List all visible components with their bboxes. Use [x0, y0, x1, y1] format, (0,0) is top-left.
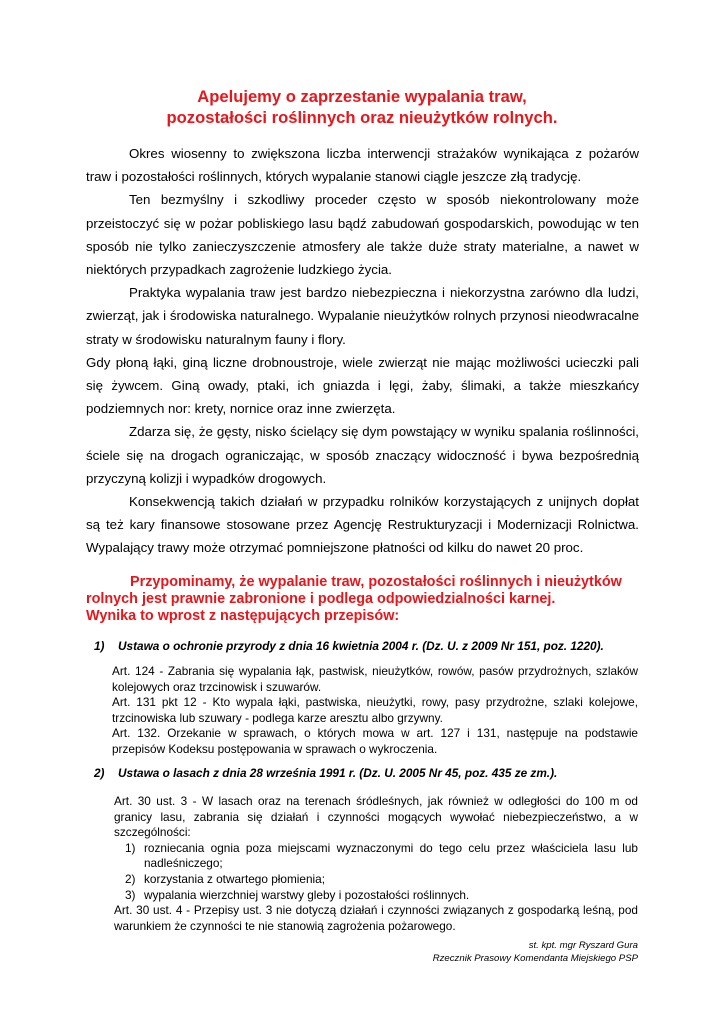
law-2-item-2-number: 2)	[125, 871, 136, 886]
reminder-line-3: Wynika to wprost z następujących przepisów:	[86, 608, 400, 624]
paragraph-4: Gdy płoną łąki, giną liczne drobnoustroje, wiele zwierząt nie mając możliwości ucieczki pali się żywcem. Giną owady, ptaki, ich gniazda i lęgi, żaby, ślimaki, a także mieszkańcy podziemnych nor: krety, nornice oraz inne zwierzęta.	[86, 354, 639, 417]
law-2-item-2-text: korzystania z otwartego płomienia;	[144, 871, 325, 886]
law-1-heading	[94, 639, 604, 653]
law-1-articles	[112, 664, 638, 758]
law-1-article-1: Art. 124 - Zabrania się wypalania łąk, pastwisk, nieużytków, rowów, pasów przydrożnych, szlaków kolejowych oraz trzcinowisk i szuwarów.	[112, 664, 638, 694]
law-1-article-2: Art. 131 pkt 12 - Kto wypala łąki, pastwiska, nieużytki, rowy, pasy przydrożne, szlaki kolejowe, trzcinowiska lub szuwary - podlega karze aresztu albo grzywny.	[112, 695, 638, 725]
document-title	[86, 86, 638, 128]
law-1-number: 1)	[94, 639, 105, 653]
law-2-intro: Art. 30 ust. 3 - W lasach oraz na terenach śródleśnych, jak również w odległości do 100 m od granicy lasu, zabrania się działań i czynności mogących wywołać niebezpieczeństwo, a w szczególności:	[114, 794, 638, 840]
paragraph-3: Praktyka wypalania traw jest bardzo niebezpieczna i niekorzystna zarówno dla ludzi, zwierząt, jak i środowiska naturalnego. Wypalanie nieużytków rolnych przynosi nieodwracalne straty w środowisku naturalnym fauny i flory.	[86, 285, 639, 347]
signature-role: Rzecznik Prasowy Komendanta Miejskiego PSP	[432, 952, 638, 964]
law-2-number: 2)	[94, 766, 105, 780]
body-text	[86, 142, 639, 560]
reminder-line-1: Przypominamy, że wypalanie traw, pozostałości roślinnych i nieużytków	[130, 574, 622, 590]
law-2-title: Ustawa o lasach z dnia 28 września 1991 r. (Dz. U. 2005 Nr 45, poz. 435 ze zm.).	[118, 766, 558, 780]
law-2-heading	[94, 766, 557, 780]
paragraph-6: Konsekwencją takich działań w przypadku rolników korzystających z unijnych dopłat są też kary finansowe stosowane przez Agencję Restrukturyzacji i Modernizacji Rolnictwa. Wypalający trawy może otrzymać pomniejszone płatności od kilku do nawet 20 proc.	[86, 494, 639, 556]
law-2-item-1	[114, 841, 638, 872]
law-2-item-3-text: wypalania wierzchniej warstwy gleby i pozostałości roślinnych.	[144, 887, 470, 902]
paragraph-2: Ten bezmyślny i szkodliwy proceder często w sposób niekontrolowany może przeistoczyć się w pożar pobliskiego lasu bądź zabudowań gospodarskich, powodując w ten sposób nie tylko zanieczyszczenie atmosfery ale także duże straty materialne, a nawet w niektórych przypadkach zagrożenie ludzkiego życia.	[86, 192, 639, 278]
law-1-article-3: Art. 132. Orzekanie w sprawach, o których mowa w art. 127 i 131, następuje na podstawie przepisów Kodeksu postępowania w sprawach o wykroczenia.	[112, 726, 638, 756]
law-1-title: Ustawa o ochronie przyrody z dnia 16 kwietnia 2004 r. (Dz. U. z 2009 Nr 151, poz. 1220).	[118, 639, 604, 653]
law-2-item-1-text: rozniecania ognia poza miejscami wyznaczonymi do tego celu przez właściciela lasu lub nadleśniczego;	[144, 840, 638, 871]
law-2-articles	[114, 794, 638, 934]
law-2-item-1-number: 1)	[125, 840, 136, 855]
signature	[433, 940, 638, 965]
law-2-item-3-number: 3)	[125, 887, 136, 902]
title-line-1: Apelujemy o zaprzestanie wypalania traw,	[197, 87, 527, 106]
law-2-outro: Art. 30 ust. 4 - Przepisy ust. 3 nie dotyczą działań i czynności związanych z gospodarką leśną, pod warunkiem że czynności te nie stanowią zagrożenia pożarowego.	[114, 903, 638, 933]
law-2-item-2	[114, 872, 638, 888]
signature-name: st. kpt. mgr Ryszard Gura	[528, 940, 638, 951]
law-2-item-3	[114, 888, 638, 904]
paragraph-1: Okres wiosenny to zwiększona liczba interwencji strażaków wynikająca z pożarów traw i pozostałości roślinnych, których wypalanie stanowi ciągle jeszcze złą tradycję.	[86, 146, 639, 185]
title-line-2: pozostałości roślinnych oraz nieużytków rolnych.	[166, 108, 558, 127]
paragraph-5: Zdarza się, że gęsty, nisko ścielący się dym powstający w wyniku spalania roślinności, ściele się na drogach ograniczając, w sposób znaczący widoczność i bywa bezpośrednią przyczyną kolizji i wypadków drogowych.	[86, 424, 639, 486]
reminder-line-2: rolnych jest prawnie zabronione i podlega odpowiedzialności karnej.	[86, 591, 556, 607]
reminder-heading	[86, 574, 646, 625]
